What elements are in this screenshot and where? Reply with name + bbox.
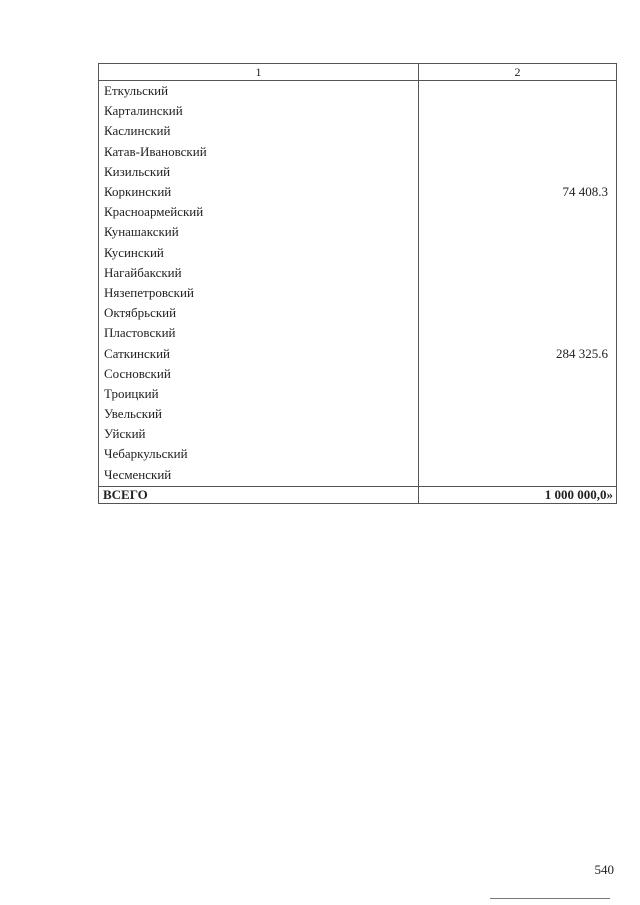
district-value <box>419 202 617 222</box>
district-name: Нагайбакский <box>99 263 419 283</box>
district-name: Каслинский <box>99 121 419 141</box>
table-row <box>99 81 617 102</box>
district-value <box>419 81 617 102</box>
table-row <box>99 222 617 242</box>
table-row <box>99 465 617 487</box>
district-value <box>419 323 617 343</box>
district-value <box>419 101 617 121</box>
table-row <box>99 142 617 162</box>
district-name: Катав-Ивановский <box>99 142 419 162</box>
table-total-row <box>99 486 617 503</box>
district-value <box>419 283 617 303</box>
table-row <box>99 263 617 283</box>
district-name: Сосновский <box>99 364 419 384</box>
district-name: Нязепетровский <box>99 283 419 303</box>
district-name: Карталинский <box>99 101 419 121</box>
district-name: Уйский <box>99 424 419 444</box>
district-name: Троицкий <box>99 384 419 404</box>
district-value <box>419 162 617 182</box>
distribution-table-container <box>98 63 616 504</box>
district-name: Еткульский <box>99 81 419 102</box>
district-value <box>419 384 617 404</box>
total-value: 1 000 000,0» <box>419 486 617 503</box>
table-row <box>99 243 617 263</box>
distribution-table <box>98 63 617 504</box>
district-name: Кунашакский <box>99 222 419 242</box>
table-row <box>99 424 617 444</box>
table-row <box>99 384 617 404</box>
table-row <box>99 364 617 384</box>
table-row <box>99 343 617 363</box>
district-value <box>419 444 617 464</box>
district-name: Пластовский <box>99 323 419 343</box>
table-body <box>99 81 617 487</box>
district-name: Кусинский <box>99 243 419 263</box>
table-header-row <box>99 64 617 81</box>
district-value <box>419 222 617 242</box>
table-row <box>99 182 617 202</box>
district-value <box>419 364 617 384</box>
district-name: Октябрьский <box>99 303 419 323</box>
district-name: Коркинский <box>99 182 419 202</box>
district-name: Красноармейский <box>99 202 419 222</box>
table-row <box>99 283 617 303</box>
table-row <box>99 101 617 121</box>
district-value: 284 325.6 <box>419 343 617 363</box>
table-row <box>99 303 617 323</box>
district-name: Чебаркульский <box>99 444 419 464</box>
district-value <box>419 404 617 424</box>
district-value <box>419 303 617 323</box>
district-value <box>419 243 617 263</box>
district-value: 74 408.3 <box>419 182 617 202</box>
table-row <box>99 121 617 141</box>
district-value <box>419 263 617 283</box>
column-header-1: 1 <box>99 64 419 81</box>
district-value <box>419 424 617 444</box>
column-header-2: 2 <box>419 64 617 81</box>
table-row <box>99 404 617 424</box>
district-value <box>419 121 617 141</box>
table-row <box>99 444 617 464</box>
total-label: ВСЕГО <box>99 486 419 503</box>
district-value <box>419 142 617 162</box>
district-name: Чесменский <box>99 465 419 487</box>
district-value <box>419 465 617 487</box>
table-row <box>99 202 617 222</box>
table-row <box>99 323 617 343</box>
district-name: Кизильский <box>99 162 419 182</box>
district-name: Увельский <box>99 404 419 424</box>
table-row <box>99 162 617 182</box>
district-name: Саткинский <box>99 343 419 363</box>
page-number: 540 <box>594 862 614 877</box>
footer-divider <box>490 898 610 899</box>
